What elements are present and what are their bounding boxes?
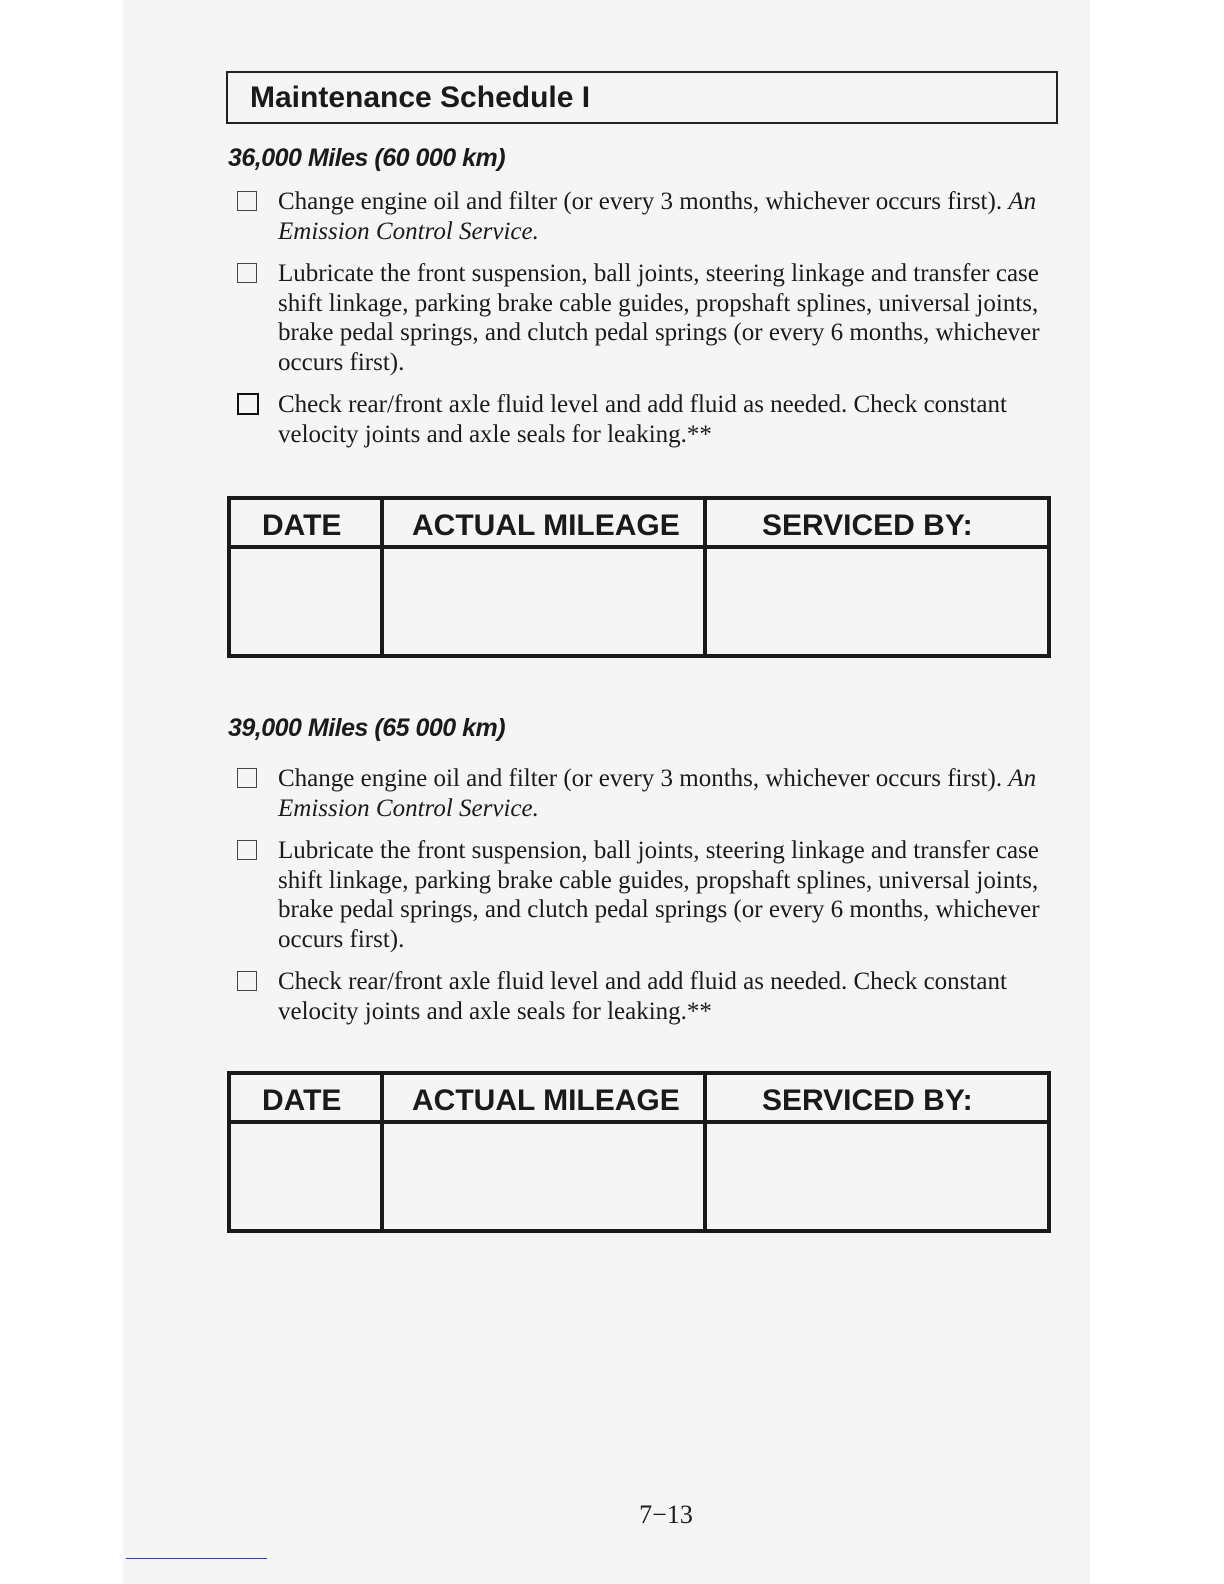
mileage-cell[interactable] [384, 549, 703, 654]
date-column-header: DATE [262, 1084, 342, 1117]
item-text: Change engine oil and filter (or every 3 months, whichever occurs first). [278, 765, 1009, 792]
item-text: Lubricate the front suspension, ball joints, steering linkage and transfer case shift linkage, parking brake cable guides, propshaft splines, universal joints, brake pedal springs, and clutch pedal springs (or every 6 months, whichever occurs first). [278, 837, 1040, 953]
checkbox[interactable] [237, 263, 257, 283]
bottom-rule [126, 1558, 267, 1559]
mileage-column-header: ACTUAL MILEAGE [412, 1084, 680, 1117]
section-heading-36000: 36,000 Miles (60 000 km) [228, 144, 506, 172]
checkbox[interactable] [237, 971, 257, 991]
page-number: 7−13 [639, 1500, 693, 1529]
checklist-36000 [236, 187, 1056, 449]
checkbox[interactable] [237, 840, 257, 860]
checklist-item [236, 967, 1056, 1026]
checklist-39000 [236, 764, 1056, 1026]
date-cell[interactable] [231, 1124, 380, 1229]
item-text: Lubricate the front suspension, ball joints, steering linkage and transfer case shift linkage, parking brake cable guides, propshaft splines, universal joints, brake pedal springs, and clutch pedal springs (or every 6 months, whichever occurs first). [278, 260, 1040, 376]
checkbox[interactable] [237, 768, 257, 788]
page-title: Maintenance Schedule I [250, 80, 591, 114]
item-text: Change engine oil and filter (or every 3 months, whichever occurs first). [278, 188, 1009, 215]
service-log-table-39000 [227, 1071, 1051, 1233]
serviced-by-cell[interactable] [707, 1124, 1047, 1229]
checklist-item [236, 187, 1056, 246]
section-heading-39000: 39,000 Miles (65 000 km) [228, 714, 506, 742]
item-text: Check rear/front axle fluid level and add fluid as needed. Check constant velocity joints and axle seals for leaking.** [278, 968, 1007, 1025]
checklist-item [236, 390, 1056, 449]
checkbox[interactable] [237, 191, 257, 211]
date-column-header: DATE [262, 509, 342, 542]
checklist-item [236, 836, 1056, 954]
service-log-header [231, 1075, 1047, 1124]
schedule-title-box [226, 71, 1058, 124]
date-cell[interactable] [231, 549, 380, 654]
checkbox[interactable] [237, 393, 259, 415]
item-emphasis: An Emission Control Service. [278, 188, 1037, 245]
checklist-item [236, 764, 1056, 823]
mileage-column-header: ACTUAL MILEAGE [412, 509, 680, 542]
checklist-item [236, 259, 1056, 377]
item-emphasis: An Emission Control Service. [278, 765, 1037, 822]
serviced-by-column-header: SERVICED BY: [762, 509, 973, 542]
service-log-header [231, 500, 1047, 549]
serviced-by-column-header: SERVICED BY: [762, 1084, 973, 1117]
serviced-by-cell[interactable] [707, 549, 1047, 654]
item-text: Check rear/front axle fluid level and add fluid as needed. Check constant velocity joints and axle seals for leaking.** [278, 391, 1007, 448]
service-log-table-36000 [227, 496, 1051, 658]
mileage-cell[interactable] [384, 1124, 703, 1229]
